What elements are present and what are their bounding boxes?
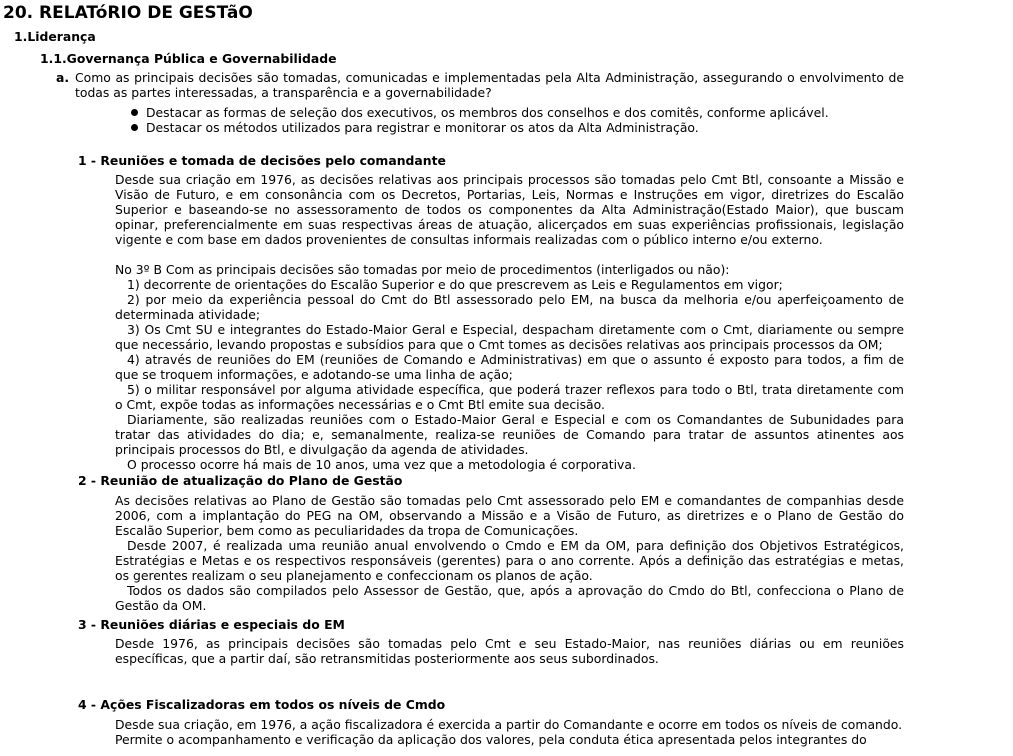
item-heading-plano-gestao: 2 - Reunião de atualização do Plano de Gestão: [78, 473, 403, 488]
question-text: Como as principais decisões são tomadas, comunicadas e implementadas pela Alta Administração, assegurando o envolvimento de todas as partes interessadas, a transparência e a governabilidade?: [75, 70, 904, 100]
paragraph: No 3º B Com as principais decisões são tomadas por meio de procedimentos (interligados ou não):: [115, 262, 730, 277]
item-body-reunioes-comandante: [115, 172, 904, 472]
item-heading-reunioes-em: 3 - Reuniões diárias e especiais do EM: [78, 617, 345, 632]
list-item: [128, 120, 908, 135]
question-letter: a.: [56, 70, 70, 85]
item-body-reunioes-em: [115, 636, 904, 666]
paragraph: 1) decorrente de orientações do Escalão Superior e do que prescrevem as Leis e Regulamentos em vigor;: [127, 277, 783, 292]
paragraph: Diariamente, são realizadas reuniões com o Estado-Maior Geral e Especial e com os Comandantes de Subunidades para tratar das atividades do dia; e, semanalmente, realiza-se reuniões de Comando para tratar de assuntos atinentes aos principais processos do Btl, e divulgação da agenda de atividades.: [115, 412, 904, 457]
paragraph: Desde sua criação em 1976, as decisões relativas aos principais processos são tomadas pelo Cmt Btl, consoante a Missão e Visão de Futuro, e em consonância com os Decretos, Portarias, Leis, Normas e Instruções em vigor, diretrizes do Escalão Superior e baseando-se no assessoramento de todos os componentes da Alta Administração(Estado Maior), que buscam opinar, preferencialmente em suas respectivas áreas de atuação, alicerçados em suas experiências profissionais, legislação vigente e com base em dados provenientes de consultas informais realizadas com o público interno e/ou externo.: [115, 172, 904, 247]
paragraph: As decisões relativas ao Plano de Gestão são tomadas pelo Cmt assessorado pelo EM e comandantes de companhias desde 2006, com a implantação do PEG na OM, observando a Missão e a Visão de Futuro, as diretrizes e o Plano de Gestão do Escalão Superior, bem como as peculiaridades da tropa de Comunicações.: [115, 493, 904, 538]
paragraph: 2) por meio da experiência pessoal do Cmt do Btl assessorado pelo EM, na busca da melhoria e/ou aperfeiçoamento de determinada atividade;: [115, 292, 904, 322]
bullet-text: Destacar as formas de seleção dos executivos, os membros dos conselhos e dos comitês, conforme aplicável.: [146, 105, 829, 120]
item-body-acoes-fiscalizadoras: [115, 717, 904, 747]
paragraph: Todos os dados são compilados pelo Assessor de Gestão, que, após a aprovação do Cmdo do Btl, confecciona o Plano de Gestão da OM.: [115, 583, 904, 613]
paragraph: Permite o acompanhamento e verificação da aplicação dos valores, pela conduta ética apresentada pelos integrantes do: [115, 732, 867, 747]
list-item: [128, 105, 908, 120]
item-heading-acoes-fiscalizadoras: 4 - Ações Fiscalizadoras em todos os níveis de Cmdo: [78, 697, 446, 712]
bullet-text: Destacar os métodos utilizados para registrar e monitorar os atos da Alta Administração.: [146, 120, 699, 135]
item-heading-reunioes-comandante: 1 - Reuniões e tomada de decisões pelo comandante: [78, 153, 446, 168]
bullet-icon: [131, 124, 138, 131]
section-heading-lideranca: 1.Liderança: [14, 29, 96, 44]
question-bullet-list: [128, 105, 908, 135]
bullet-icon: [131, 109, 138, 116]
paragraph: Desde 2007, é realizada uma reunião anual envolvendo o Cmdo e EM da OM, para definição dos Objetivos Estratégicos, Estratégias e Metas e os respectivos responsáveis (gerentes) para o ano corrente. Após a definição das estratégias e metas, os gerentes realizam o seu planejamento e confeccionam os planos de ação.: [115, 538, 904, 583]
page-title: 20. RELATóRIO DE GESTãO: [3, 3, 253, 23]
paragraph: Desde 1976, as principais decisões são tomadas pelo Cmt e seu Estado-Maior, nas reuniões diárias ou em reuniões específicas, que a partir daí, são retransmitidas posteriormente aos seus subordinados.: [115, 636, 904, 666]
paragraph: O processo ocorre há mais de 10 anos, uma vez que a metodologia é corporativa.: [127, 457, 636, 472]
item-body-plano-gestao: [115, 493, 904, 613]
paragraph: 3) Os Cmt SU e integrantes do Estado-Maior Geral e Especial, despacham diretamente com o Cmt, diariamente ou sempre que necessário, levando propostas e subsídios para que o Cmt tomes as decisões relativas aos principais processos da OM;: [115, 322, 904, 352]
subsection-heading-governanca: 1.1.Governança Pública e Governabilidade: [40, 51, 337, 66]
paragraph: 5) o militar responsável por alguma atividade específica, que poderá trazer reflexos para todo o Btl, trata diretamente com o Cmt, expõe todas as informações necessárias e o Cmt Btl emite sua decisão.: [115, 382, 904, 412]
paragraph: Desde sua criação, em 1976, a ação fiscalizadora é exercida a partir do Comandante e ocorre em todos os níveis de comando.: [115, 717, 903, 732]
paragraph: 4) através de reuniões do EM (reuniões de Comando e Administrativas) em que o assunto é exposto para todos, a fim de que se troquem informações, e adotando-se uma linha de ação;: [115, 352, 904, 382]
question-block: [56, 70, 904, 100]
